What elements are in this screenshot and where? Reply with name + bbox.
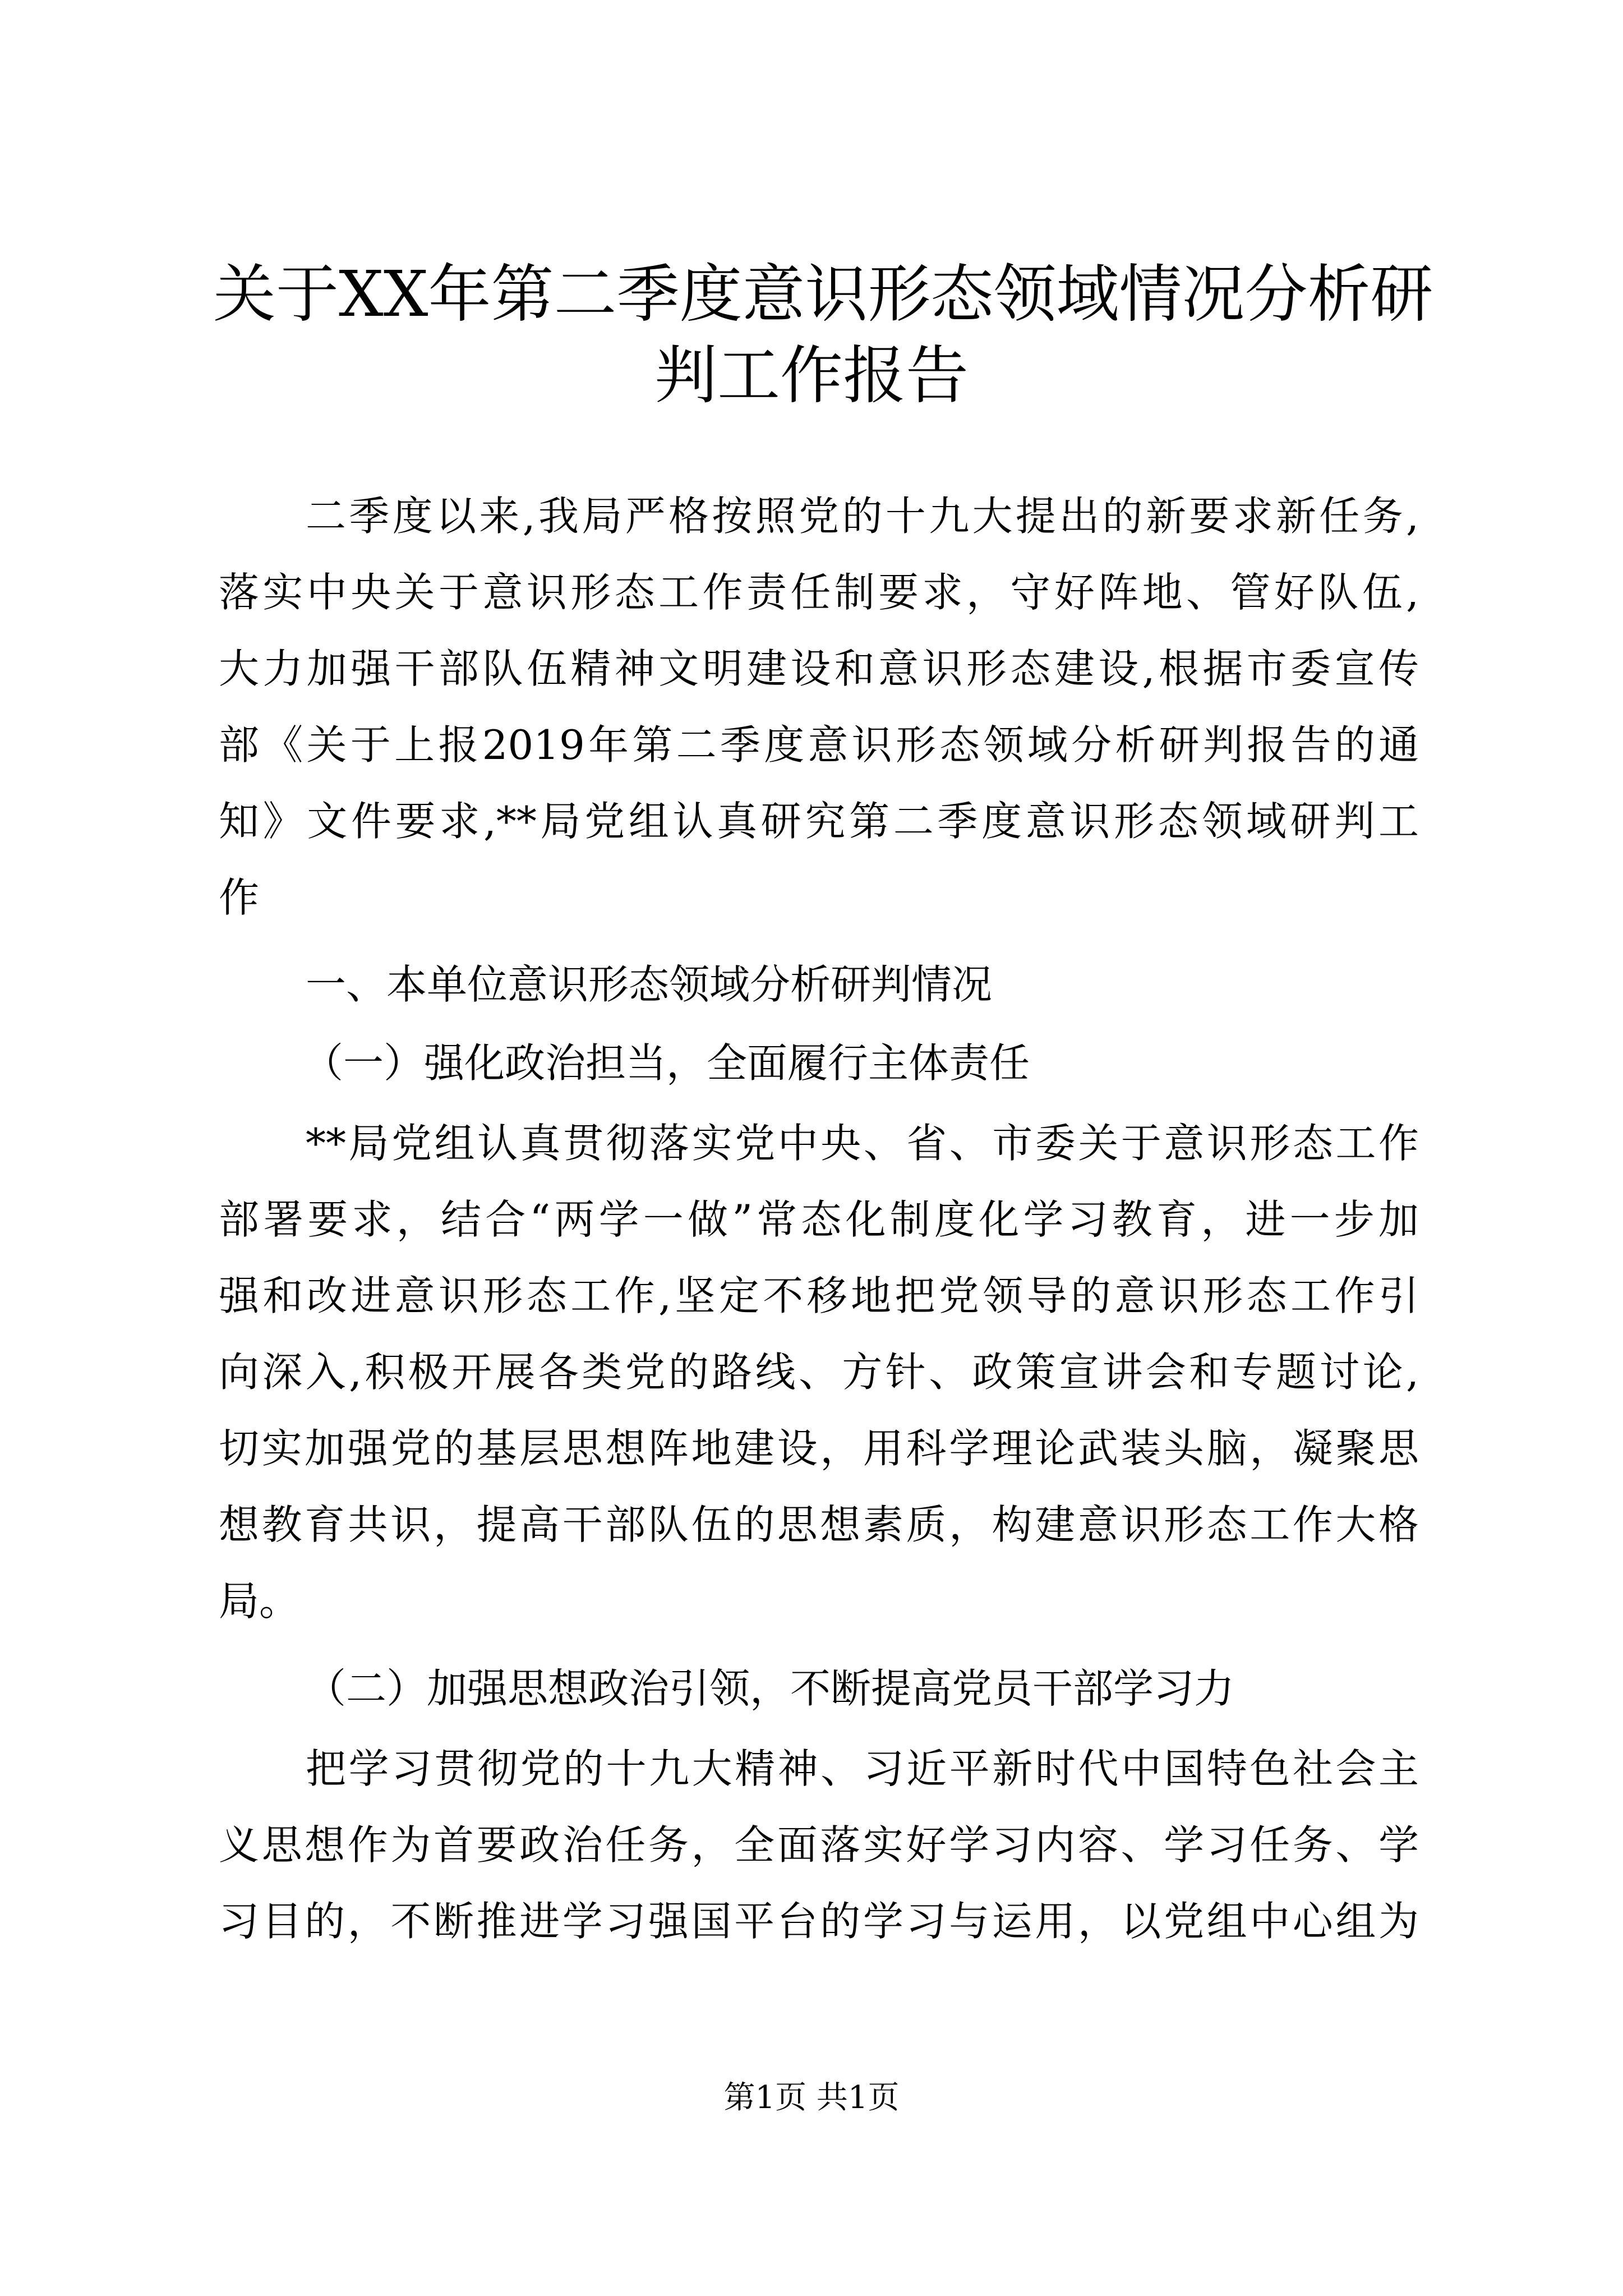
subsection-heading-1: （一）强化政治担当，全面履行主体责任 xyxy=(303,1039,1030,1087)
document-title-line-2: 判工作报告 xyxy=(654,339,969,412)
body-line-3: 大力加强干部队伍精神文明建设和意识形态建设,根据市委宣传 xyxy=(219,645,1419,692)
body-line-10: 向深入,积极开展各类党的路线、方针、政策宣讲会和专题讨论, xyxy=(219,1349,1419,1396)
body-line-8: 部署要求，结合“两学一做”常态化制度化学习教育，进一步加 xyxy=(219,1196,1419,1243)
body-line-11: 切实加强党的基层思想阵地建设，用科学理论武装头脑，凝聚思 xyxy=(219,1425,1419,1472)
document-title-line-1: 关于XX年第二季度意识形态领域情况分析研 xyxy=(213,258,1433,331)
body-line-14: 把学习贯彻党的十九大精神、习近平新时代中国特色社会主 xyxy=(306,1745,1419,1792)
body-line-5: 知》文件要求,**局党组认真研究第二季度意识形态领域研判工 xyxy=(219,798,1419,845)
page-footer: 第1页 共1页 xyxy=(723,2079,900,2116)
body-line-4: 部《关于上报2019年第二季度意识形态领域分析研判报告的通 xyxy=(219,721,1419,769)
body-line-2: 落实中央关于意识形态工作责任制要求，守好阵地、管好队伍, xyxy=(219,569,1419,616)
body-line-6: 作 xyxy=(219,874,260,921)
body-line-13: 局。 xyxy=(219,1577,300,1625)
body-line-12: 想教育共识，提高干部队伍的思想素质，构建意识形态工作大格 xyxy=(219,1501,1419,1548)
body-line-1: 二季度以来,我局严格按照党的十九大提出的新要求新任务, xyxy=(306,493,1419,540)
section-heading-1: 一、本单位意识形态领域分析研判情况 xyxy=(306,961,993,1008)
body-line-15: 义思想作为首要政治任务，全面落实好学习内容、学习任务、学 xyxy=(219,1821,1419,1869)
body-line-9: 强和改进意识形态工作,坚定不移地把党领导的意识形态工作引 xyxy=(219,1272,1419,1319)
subsection-heading-2: （二）加强思想政治引领，不断提高党员干部学习力 xyxy=(306,1665,1235,1712)
body-line-7: **局党组认真贯彻落实党中央、省、市委关于意识形态工作 xyxy=(306,1120,1419,1167)
body-line-16: 习目的，不断推进学习强国平台的学习与运用，以党组中心组为 xyxy=(219,1898,1419,1945)
